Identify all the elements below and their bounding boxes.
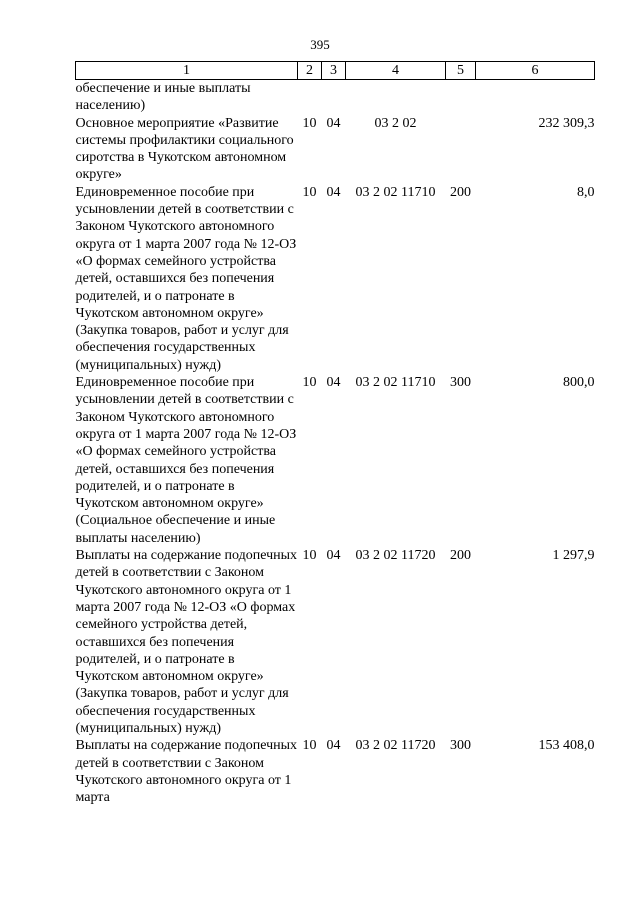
page-number: 395: [310, 37, 330, 52]
row-expense-type: 300: [450, 738, 471, 754]
row-amount: 8,0: [577, 184, 595, 200]
row-target-code: [346, 80, 446, 115]
column-header-6: 6: [476, 62, 595, 80]
row-subsection: [322, 80, 346, 115]
row-target-code: 03 2 02 11710: [355, 184, 436, 200]
row-description: Выплаты на содержание подопечных детей в соответствии с Законом Чукотского автономного округа от 1 марта: [75, 738, 298, 806]
row-subsection: 04: [326, 115, 341, 131]
column-header-3: 3: [322, 62, 346, 80]
row-section: 10: [302, 115, 317, 131]
row-subsection: 04: [326, 738, 341, 754]
row-target-code: 03 2 02: [374, 115, 417, 131]
row-subsection: 04: [326, 548, 341, 564]
row-expense-type: [446, 80, 476, 115]
table-row: [76, 374, 595, 547]
row-amount: [476, 80, 595, 115]
row-section: [298, 80, 322, 115]
row-subsection: 04: [326, 184, 341, 200]
column-header-5: 5: [446, 62, 476, 80]
column-header-4: 4: [346, 62, 446, 80]
row-section: 10: [302, 184, 317, 200]
row-section: 10: [302, 375, 317, 391]
row-expense-type: 200: [450, 184, 471, 200]
row-amount: 153 408,0: [538, 738, 595, 754]
row-subsection: 04: [326, 375, 341, 391]
row-expense-type: [446, 115, 476, 184]
row-amount: 1 297,9: [552, 548, 595, 564]
table-row: [76, 547, 595, 737]
table-row: [76, 115, 595, 184]
table-row: [76, 737, 595, 806]
row-section: 10: [302, 548, 317, 564]
row-target-code: 03 2 02 11710: [355, 375, 436, 391]
row-description: Единовременное пособие при усыновлении детей в соответствии с Законом Чукотского автономного округа от 1 марта 2007 года № 12-ОЗ «О формах семейного устройства детей, оставшихся без попечения родителей, и о патронате в Чукотском автономном округе» (Закупка товаров, работ и услуг для обеспечения государственных (муниципальных) нужд): [75, 184, 297, 373]
header-row: [76, 62, 595, 80]
row-expense-type: 300: [450, 375, 471, 391]
row-description: Единовременное пособие при усыновлении детей в соответствии с Законом Чукотского автономного округа от 1 марта 2007 года № 12-ОЗ «О формах семейного устройства детей, оставшихся без попечения родителей, и о патронате в Чукотском автономном округе» (Социальное обеспечение и иные выплаты населению): [75, 375, 297, 546]
row-amount: 232 309,3: [538, 115, 595, 131]
row-description: обеспечение и иные выплаты населению): [75, 81, 251, 114]
row-expense-type: 200: [450, 548, 471, 564]
row-description: Выплаты на содержание подопечных детей в соответствии с Законом Чукотского автономного округа от 1 марта 2007 года № 12-ОЗ «О формах семейного устройства детей, оставшихся без попечения родителей, и о патронате в Чукотском автономном округе» (Закупка товаров, работ и услуг для обеспечения государственных (муниципальных) нужд): [75, 548, 298, 736]
table-row: [76, 184, 595, 374]
row-section: 10: [302, 738, 317, 754]
row-target-code: 03 2 02 11720: [355, 548, 436, 564]
row-amount: 800,0: [563, 375, 595, 391]
budget-table: [75, 61, 595, 806]
table-row: [76, 80, 595, 115]
row-description: Основное мероприятие «Развитие системы профилактики социального сиротства в Чукотском автономном округе»: [75, 115, 294, 183]
column-header-1: 1: [76, 62, 298, 80]
row-target-code: 03 2 02 11720: [355, 738, 436, 754]
column-header-2: 2: [298, 62, 322, 80]
